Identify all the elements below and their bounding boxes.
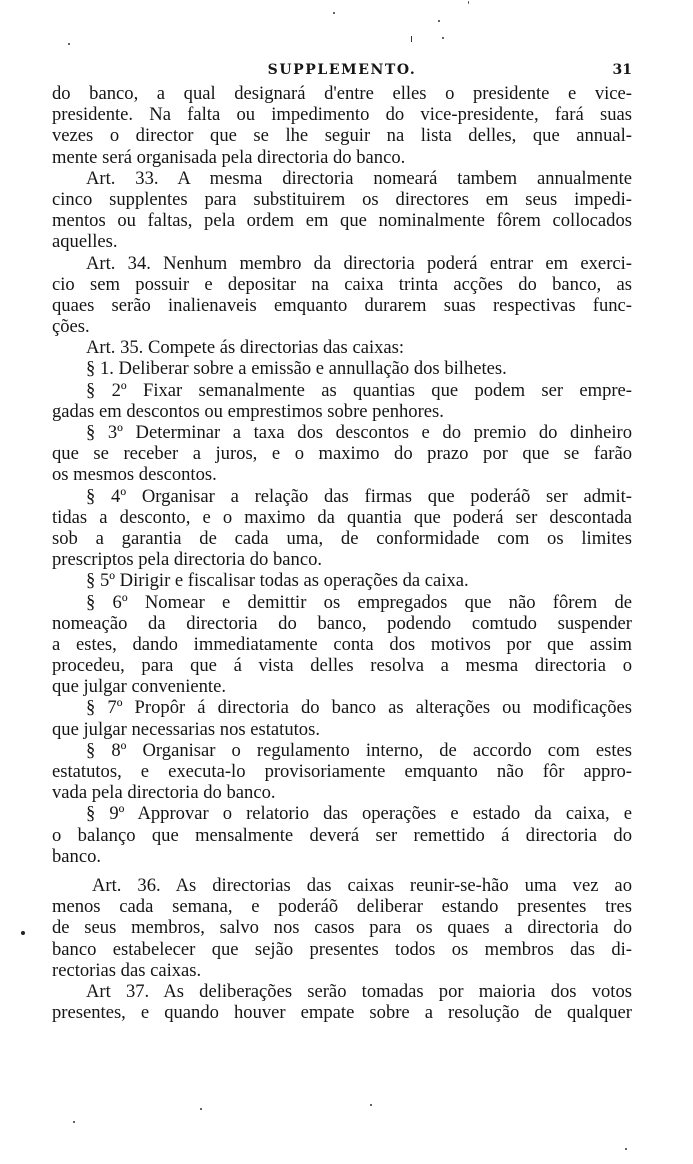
text-line: sob a garantia de cada uma, de conformidade com os limites xyxy=(52,527,632,549)
paragraph-art35-section-7 xyxy=(52,697,632,739)
text-line: § 3º Determinar a taxa dos descontos e do premio do dinheiro xyxy=(86,422,632,443)
text-line: prescriptos pela directoria do banco. xyxy=(52,549,323,571)
text-line: presidente. Na falta ou impedimento do vice-presidente, fará suas xyxy=(52,104,632,126)
scan-speck xyxy=(68,43,70,45)
paragraph-art35-section-3 xyxy=(52,422,632,486)
text-line: quaes serão inalienaveis emquanto durarem suas respectivas func- xyxy=(52,294,632,316)
scan-speck xyxy=(370,1104,372,1106)
text-line: § 8º Organisar o regulamento interno, de accordo com estes xyxy=(86,739,632,761)
text-line: cinco supplentes para substituirem os directores em seus impedi- xyxy=(52,188,632,210)
paragraph-art33 xyxy=(52,168,632,253)
text-line: mente será organisada pela directoria do banco. xyxy=(52,146,406,168)
body-text xyxy=(52,83,632,1023)
scan-speck xyxy=(411,36,412,42)
text-line: § 7º Propôr á directoria do banco as alterações ou modificações xyxy=(86,697,632,719)
text-line: § 2º Fixar semanalmente as quantias que podem ser empre- xyxy=(86,379,632,401)
text-line: procedeu, para que á vista delles resolva a mesma directoria o xyxy=(52,655,632,677)
text-line: menos cada semana, e poderáõ deliberar estando presentes tres xyxy=(52,896,632,918)
text-line: § 4º Organisar a relação das firmas que poderáõ ser admit- xyxy=(86,485,632,507)
text-line: § 9º Approvar o relatorio das operações e estado da caixa, e xyxy=(86,803,632,825)
text-line: banco. xyxy=(52,845,102,867)
scan-speck xyxy=(438,20,440,22)
paragraph-art35-section-9 xyxy=(52,803,632,867)
text-line: que julgar conveniente. xyxy=(52,676,226,698)
page-header xyxy=(52,62,632,84)
paragraph-art35 xyxy=(52,337,632,358)
paragraph-art35-section-4 xyxy=(52,486,632,571)
scan-speck xyxy=(468,1,469,4)
scan-speck xyxy=(73,1121,75,1123)
scan-speck xyxy=(625,1148,627,1150)
text-line: ções. xyxy=(52,316,90,338)
running-head: SUPPLEMENTO. xyxy=(267,62,417,78)
text-line: estatutos, e executa-lo provisoriamente emquanto não fôr appro- xyxy=(52,761,632,782)
text-line: nomeação da directoria do banco, podendo comtudo suspender xyxy=(52,612,632,634)
text-line: cio sem possuir e depositar na caixa trinta acções do banco, as xyxy=(52,273,632,295)
text-line: tidas a desconto, e o maximo da quantia que poderá ser descontada xyxy=(52,506,632,528)
scan-speck xyxy=(333,12,335,14)
scan-speck xyxy=(442,37,444,39)
text-line: § 1. Deliberar sobre a emissão e annullação dos bilhetes. xyxy=(86,358,507,380)
text-line: vezes o director que se lhe seguir na lista delles, que annual- xyxy=(52,125,632,147)
text-line: gadas em descontos ou emprestimos sobre penhores. xyxy=(52,400,444,422)
text-line: aquelles. xyxy=(52,231,118,253)
paragraph-art35-section-6 xyxy=(52,592,632,698)
page-number: 31 xyxy=(612,62,632,78)
paragraph-art35-section-2 xyxy=(52,380,632,422)
text-line: o balanço que mensalmente deverá ser remettido á directoria do xyxy=(52,824,632,846)
text-line: presentes, e quando houver empate sobre a resolução de qualquer xyxy=(52,1002,632,1024)
text-line: os mesmos descontos. xyxy=(52,464,217,486)
text-line: Art. 34. Nenhum membro da directoria poderá entrar em exerci- xyxy=(86,252,632,274)
paragraph-art34 xyxy=(52,253,632,338)
text-line: que julgar necessarias nos estatutos. xyxy=(52,718,320,740)
text-line: rectorias das caixas. xyxy=(52,959,202,981)
text-line: Art. 36. As directorias das caixas reunir-se-hão uma vez ao xyxy=(92,874,632,896)
text-line: banco estabelecer que sejão presentes todos os membros das di- xyxy=(52,938,632,960)
paragraph-art37 xyxy=(52,981,632,1023)
text-line: a estes, dando immediatamente conta dos motivos por que assim xyxy=(52,633,632,655)
margin-mark xyxy=(21,931,25,935)
paragraph-art36 xyxy=(52,875,632,981)
text-line: do banco, a qual designará d'entre elles o presidente e vice- xyxy=(52,83,632,104)
paragraph-art35-section-1 xyxy=(52,358,632,379)
text-line: Art. 33. A mesma directoria nomeará tambem annualmente xyxy=(86,167,632,189)
text-line: que se receber a juros, e o maximo do prazo por que se farão xyxy=(52,443,632,465)
scan-speck xyxy=(200,1108,202,1110)
text-line: Art 37. As deliberações serão tomadas por maioria dos votos xyxy=(86,980,632,1002)
paragraph-art32-continued xyxy=(52,83,632,168)
text-line: vada pela directoria do banco. xyxy=(52,782,276,804)
paragraph-gap xyxy=(52,867,632,875)
text-line: mentos ou faltas, pela ordem em que nominalmente fôrem collocados xyxy=(52,210,632,232)
text-line: § 5º Dirigir e fiscalisar todas as operações da caixa. xyxy=(86,570,469,592)
text-line: Art. 35. Compete ás directorias das caixas: xyxy=(86,337,405,359)
paragraph-art35-section-8 xyxy=(52,740,632,804)
paragraph-art35-section-5 xyxy=(52,570,632,591)
text-line: § 6º Nomear e demittir os empregados que não fôrem de xyxy=(86,591,632,613)
text-line: de seus membros, salvo nos casos para os quaes a directoria do xyxy=(52,917,632,939)
